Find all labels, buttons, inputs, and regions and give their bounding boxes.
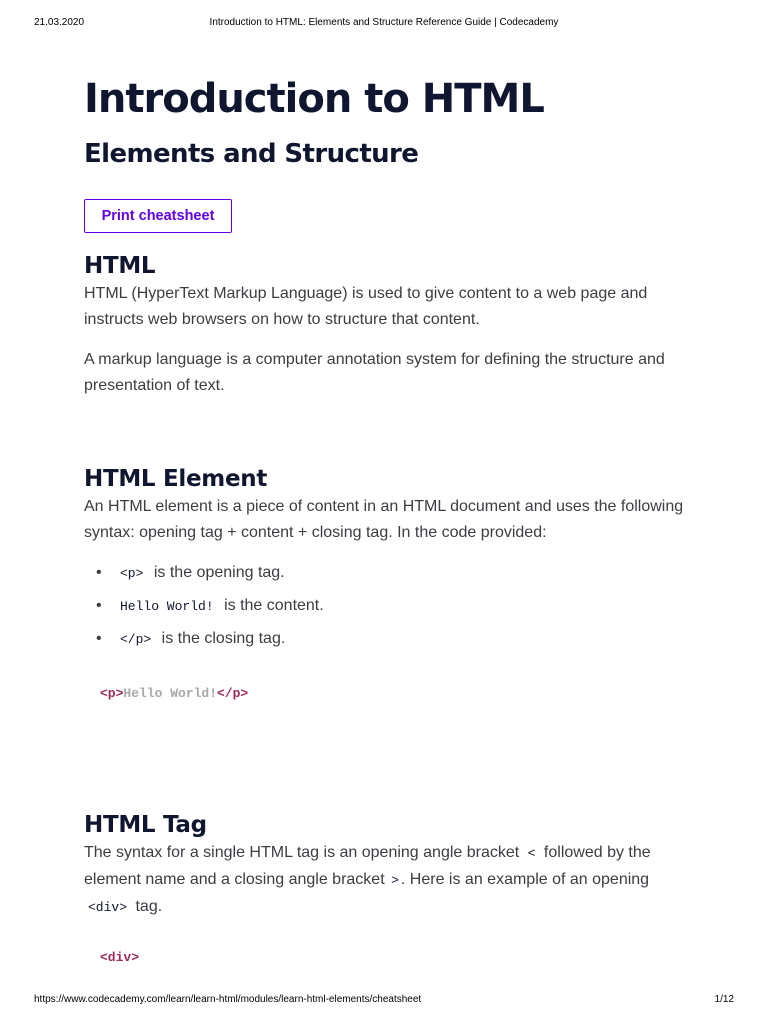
section-paragraph: An HTML element is a piece of content in an HTML document and uses the following syntax: opening tag + content + closing tag. In the code provided:: [84, 498, 684, 541]
inline-code: </p>: [120, 632, 152, 647]
inline-code: >: [391, 873, 399, 888]
bullet-list: [84, 560, 684, 659]
inline-code: Hello World!: [120, 599, 214, 614]
list-item: [84, 560, 684, 593]
text-fragment: . Here is an example of an opening: [400, 871, 650, 888]
page-number: 1/12: [714, 994, 734, 1005]
section-html: [84, 251, 684, 399]
code-example: [84, 685, 684, 703]
print-header: [0, 17, 768, 31]
inline-code: <p>: [120, 566, 144, 581]
list-item-text: is the opening tag.: [153, 564, 285, 581]
page-title: Introduction to HTML: [84, 76, 544, 122]
code-text: Hello World!: [123, 686, 218, 701]
print-date: 21.03.2020: [34, 17, 85, 28]
section-html-tag: [84, 810, 684, 967]
code-tag: </p>: [217, 686, 249, 701]
list-item-text: is the content.: [224, 597, 324, 614]
list-item-text: is the closing tag.: [161, 630, 286, 647]
bullet-icon: •: [96, 564, 102, 581]
inline-code: <div>: [88, 900, 128, 915]
section-paragraph: A markup language is a computer annotation system for defining the structure and presentation of text.: [84, 351, 665, 394]
inline-code: <: [527, 846, 536, 861]
section-paragraph: HTML (HyperText Markup Language) is used to give content to a web page and instructs web browsers on how to structure that content.: [84, 285, 648, 328]
code-tag: <p>: [100, 686, 124, 701]
section-heading: HTML: [84, 253, 156, 279]
section-heading: HTML Element: [84, 466, 268, 492]
text-fragment: followed by the element name and a closing angle bracket: [84, 844, 651, 888]
bullet-icon: •: [96, 597, 102, 614]
section-html-element: [84, 464, 684, 703]
print-page-title: Introduction to HTML: Elements and Structure Reference Guide | Codecademy: [209, 17, 559, 28]
section-paragraph: [84, 840, 684, 921]
print-footer: [0, 994, 768, 1008]
bullet-icon: •: [96, 630, 102, 647]
code-tag: <div>: [100, 950, 140, 965]
code-example: [84, 949, 684, 967]
text-fragment: tag.: [135, 898, 163, 915]
page-subtitle: Elements and Structure: [84, 139, 419, 169]
list-item: [84, 593, 684, 626]
print-url: https://www.codecademy.com/learn/learn-html/modules/learn-html-elements/cheatsheet: [34, 994, 422, 1005]
text-fragment: The syntax for a single HTML tag is an opening angle bracket: [84, 844, 520, 861]
cheatsheet-content: [84, 70, 684, 965]
print-cheatsheet-button[interactable]: Print cheatsheet: [84, 199, 232, 233]
list-item: [84, 626, 684, 659]
section-heading: HTML Tag: [84, 812, 207, 838]
